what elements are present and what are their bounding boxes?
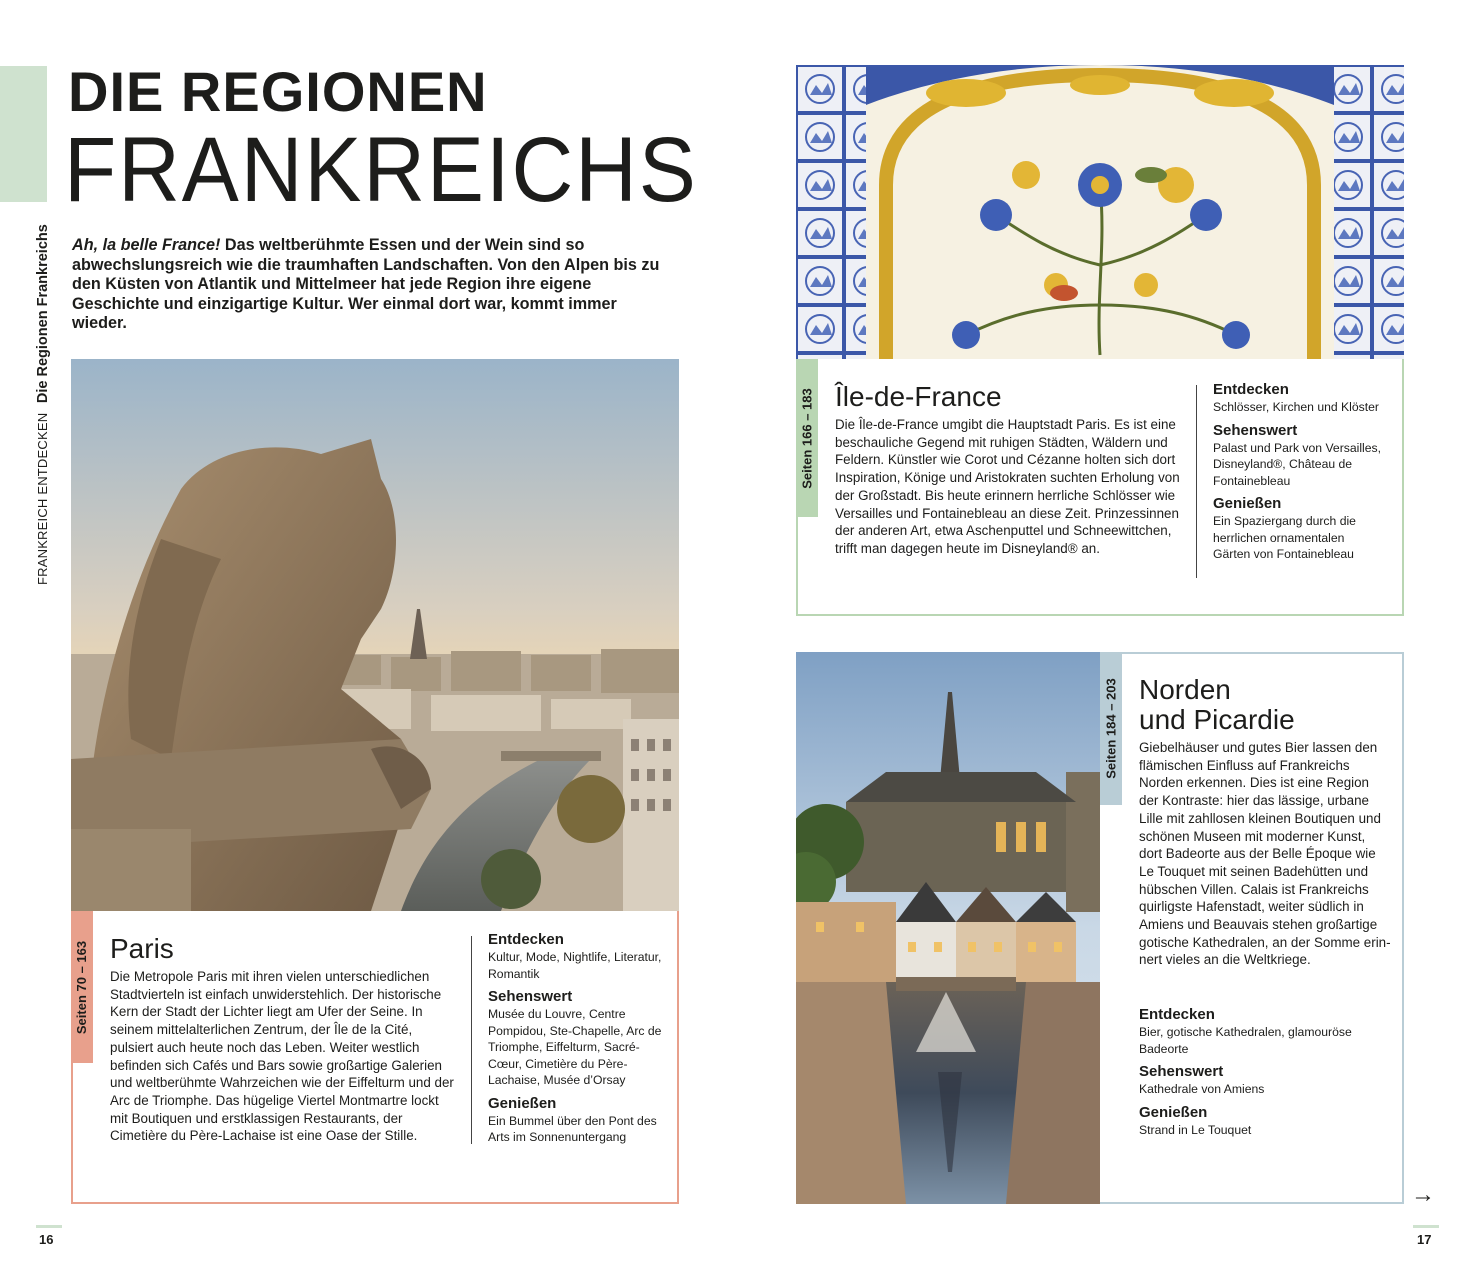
paris-facts <box>488 931 670 1152</box>
nord-fact-heading: Entdecken <box>1139 1006 1215 1023</box>
nord-fact-text: Strand in Le Touquet <box>1139 1122 1252 1137</box>
page-title-line2: FRANKREICHS <box>64 119 698 221</box>
page-number-rule-left <box>36 1225 62 1228</box>
ile-de-france-tiles-photo <box>796 65 1404 359</box>
ile-title: Île-de-France <box>835 381 1002 412</box>
paris-title: Paris <box>110 933 174 964</box>
paris-fact-text: Musée du Louvre, Centre Pompidou, Ste-Chapelle, Arc de Triomphe, Eiffelturm, Sacré-Cœur, Cimetière du Père-Lachaise, Musée d’Orsay <box>488 1007 662 1087</box>
paris-gargoyle-photo <box>71 359 679 911</box>
ile-fact-heading: Sehenswert <box>1213 421 1298 439</box>
nord-text: Giebelhäuser und gutes Bier lassen den flämischen Einfluss auf Frankreichs Norden erkennen. Dies ist eine Region der Kontraste: hier das lässige, urbane Lille mit zahllosen kleinen Boutiquen und schönen Museen mit moderner Kunst, dort Badeorte aus der Belle Époque wie Le Touquet mit seinen Badehütten und hübschen Villen. Calais ist Frankreichs quirligste Hafenstadt, weiter südlich in Amiens und Beauvais stehen großartige gotische Kathedralen, an der Somme erinnert vieles an die Weltkriege. <box>1139 740 1391 968</box>
paris-fact-heading: Genießen <box>488 1094 557 1112</box>
running-head <box>35 205 51 585</box>
ile-pages-label: Seiten 166 – 183 <box>799 387 815 489</box>
intro-paragraph <box>72 236 664 334</box>
ile-fact-heading: Entdecken <box>1213 381 1289 398</box>
nord-pages-tab <box>1100 652 1122 805</box>
running-head-topic: Die Regionen Frankreichs <box>35 224 51 404</box>
ile-fact-text: Palast und Park von Versailles, Disneyland®, Château de Fontainebleau <box>1213 440 1382 488</box>
intro-text: Das weltberühmte Essen und der Wein sind so abwechslungsreich wie die traumhaften Landschaften. Von den Alpen bis zu den Küsten von Atlantik und Mittelmeer hat jede Region ihre eigene Geschichte und einzigartige Kultur. Wer einmal dort war, kommt immer wieder. <box>72 236 660 333</box>
page-title-line1: DIE REGIONEN <box>68 60 488 123</box>
paris-pages-tab <box>71 911 93 1063</box>
nord-fact-text: Bier, gotische Kathedralen, glamouröse Badeorte <box>1139 1025 1352 1056</box>
paris-fact-text: Ein Bummel über den Pont des Arts im Sonnenuntergang <box>488 1113 657 1144</box>
nord-fact-heading: Genießen <box>1139 1103 1208 1121</box>
paris-fact-heading: Entdecken <box>488 931 564 948</box>
running-head-section: FRANKREICH ENTDECKEN <box>35 412 50 585</box>
next-page-arrow-icon[interactable]: → <box>1411 1181 1435 1208</box>
page-number-left: 16 <box>39 1232 54 1247</box>
paris-fact-text: Kultur, Mode, Nightlife, Literatur, Romantik <box>488 950 662 981</box>
paris-divider <box>471 936 472 1144</box>
nord-title-line1: Norden <box>1139 674 1231 705</box>
nord-facts <box>1139 1006 1389 1144</box>
intro-lead: Ah, la belle France! <box>72 236 221 254</box>
nord-pages-label: Seiten 184 – 203 <box>1103 678 1119 779</box>
paris-fact-heading: Sehenswert <box>488 988 573 1005</box>
page-number-rule-right <box>1413 1225 1439 1228</box>
amiens-cathedral-photo <box>796 652 1100 1204</box>
page-number-right: 17 <box>1417 1232 1432 1247</box>
ile-text: Die Île-de-France umgibt die Hauptstadt Paris. Es ist eine beschauliche Gegend mit ruhigen Städten, Wäldern und Feldern. Künstler wie Corot und Cézanne holten sich dort Inspiration, Könige und Aristokraten suchten Erholung von der Großstadt. Bis heute erinnern herrliche Schlösser wie Versailles und Fontainebleau an diese Zeit. Prinzessinnen der anderen Art, etwa Aschenputtel und Schneewittchen, trifft man dagegen heute im Disneyland® an. <box>835 417 1180 556</box>
ile-fact-text: Schlösser, Kirchen und Klöster <box>1213 400 1379 414</box>
chapter-edge-tab <box>0 66 47 202</box>
ile-fact-text: Ein Spaziergang durch die herrlichen ornamentalen Gärten von Fontainebleau <box>1213 514 1356 561</box>
nord-fact-heading: Sehenswert <box>1139 1063 1224 1080</box>
ile-fact-heading: Genießen <box>1213 495 1282 512</box>
nord-fact-text: Kathedrale von Amiens <box>1139 1082 1265 1096</box>
ile-pages-tab <box>796 359 818 517</box>
ile-divider <box>1196 385 1197 578</box>
ile-facts <box>1213 381 1383 569</box>
paris-text: Die Metropole Paris mit ihren vielen unterschiedlichen Stadtvierteln ist einfach unwiderstehlich. Der historische Kern der Stadt der Lichter liegt am Ufer der Seine. In seinem mittelalterlichen Zentrum, der Île de la Cité, pulsiert auch heute noch das Leben. Weiter westlich befinden sich Cafés und Bars sowie großartige Galerien und weltberühmte Wahrzeichen wie der Eiffelturm und der Arc de Triomphe. Das hügelige Viertel Montmartre lockt mit Boutiquen und erstklassigen Restaurants, der Cimetière du Père-Lachaise ist eine Oase der Stille. <box>110 969 454 1144</box>
nord-title-line2: und Picardie <box>1139 704 1295 735</box>
paris-pages-label: Seiten 70 – 163 <box>74 940 90 1034</box>
nord-title <box>1139 675 1295 735</box>
